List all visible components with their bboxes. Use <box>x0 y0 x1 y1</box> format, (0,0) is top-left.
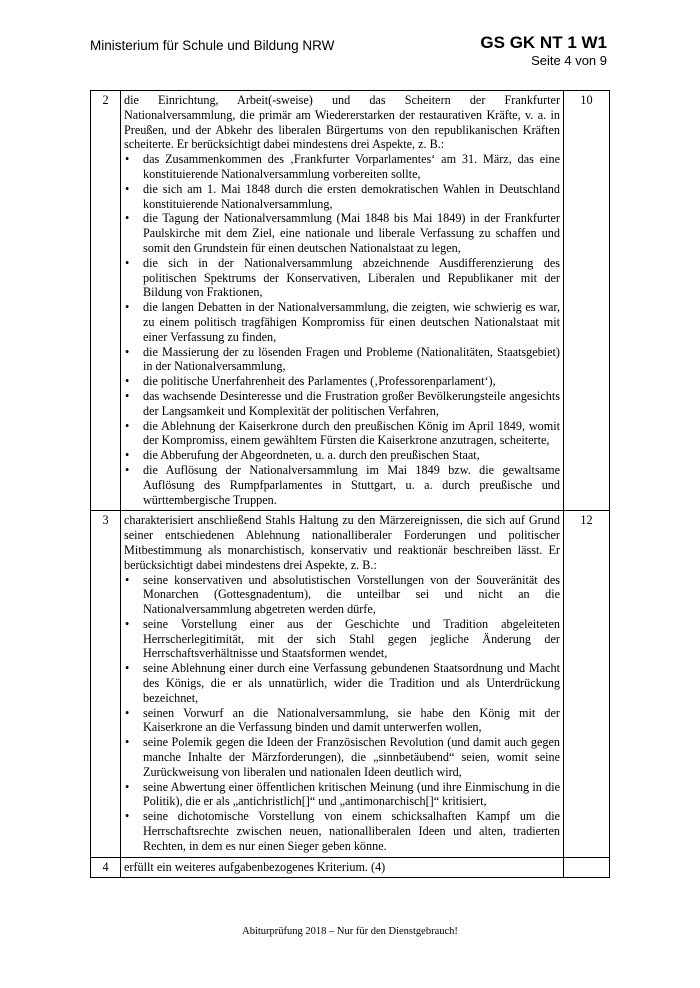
max-points: 12 <box>564 511 610 857</box>
criterion-description <box>121 857 564 878</box>
table-row <box>91 511 610 857</box>
page-number: Seite 4 von 9 <box>531 53 607 68</box>
aspect-item: • die politische Unerfahrenheit des Parlamentes (‚Professorenparlament‘), <box>124 374 560 389</box>
aspect-item: • das wachsende Desinteresse und die Frustration großer Bevölkerungsteile angesichts der Langsamkeit und Komplexität der politischen Verfahren, <box>124 389 560 419</box>
ministry-name: Ministerium für Schule und Bildung NRW <box>90 38 335 53</box>
aspect-item: • die Tagung der Nationalversammlung (Mai 1848 bis Mai 1849) in der Frankfurter Paulskirche mit dem Ziel, eine nationale und liberale Verfassung zu schaffen und somit den Grundstein für einen deutschen Nationalstaat zu legen, <box>124 211 560 255</box>
aspect-item: • die Auflösung der Nationalversammlung im Mai 1849 bzw. die gewaltsame Auflösung des Rumpfparlamentes in Stuttgart, u. a. durch preußische und württembergische Truppen. <box>124 463 560 507</box>
aspect-item: • seine Polemik gegen die Ideen der Französischen Revolution (und damit auch gegen manche Inhalte der Märzforderungen), die „sinnbetäubend“ seien, womit seine Zurückweisung von liberalen und nationalen Ideen deutlich wird, <box>124 735 560 779</box>
table-row <box>91 857 610 878</box>
document-header <box>480 33 607 68</box>
max-points: 10 <box>564 91 610 511</box>
criterion-number: 3 <box>91 511 121 857</box>
criterion-intro: die Einrichtung, Arbeit(-sweise) und das Scheitern der Frankfurter Nationalversammlung, die primär am Wiedererstarken der restaurativen Kräfte, v. a. in Preußen, und der Abkehr des liberalen Bürgertums von den republikanischen Kräften scheiterte. Er berücksichtigt dabei mindestens drei Aspekte, z. B.: <box>124 93 560 152</box>
aspect-item: • die sich am 1. Mai 1848 durch die ersten demokratischen Wahlen in Deutschland konstituierende Nationalversammlung, <box>124 182 560 212</box>
aspect-item: • die langen Debatten in der Nationalversammlung, die zeigten, wie schwierig es war, zu einem politisch tragfähigen Kompromiss für einen deutschen Nationalstaat mit einer Verfassung zu finden, <box>124 300 560 344</box>
criterion-description <box>121 511 564 857</box>
criterion-number: 4 <box>91 857 121 878</box>
aspect-list <box>124 152 560 507</box>
aspect-item: • die Abberufung der Abgeordneten, u. a. durch den preußischen Staat, <box>124 448 560 463</box>
aspect-item: • seine dichotomische Vorstellung von einem schicksalhaften Kampf um die Herrschaftsrechte zwischen neuen, nationalliberalen Ideen und alten, tradierten Rechten, in dem es nur einen Sieger geben könne. <box>124 809 560 853</box>
aspect-item: • die Massierung der zu lösenden Fragen und Probleme (Nationalitäten, Staatsgebiet) in der Nationalversammlung, <box>124 345 560 375</box>
criterion-description <box>121 91 564 511</box>
criterion-number: 2 <box>91 91 121 511</box>
aspect-item: • seine Vorstellung einer aus der Geschichte und Tradition abgeleiteten Herrscherlegitimität, mit der sich Stahl gegen jegliche Änderung der Herrschaftsverhältnisse und Staatsformen wendet, <box>124 617 560 661</box>
aspect-item: • die sich in der Nationalversammlung abzeichnende Ausdifferenzierung des politischen Spektrums der Konservativen, Liberalen und Republikaner mit der Bildung von Fraktionen, <box>124 256 560 300</box>
aspect-item: • seine konservativen und absolutistischen Vorstellungen von der Souveränität des Monarchen (Gottesgnadentum), die unteilbar sei und nicht an die Nationalversammlung abgetreten werden dürfe, <box>124 573 560 617</box>
criterion-intro: erfüllt ein weiteres aufgabenbezogenes Kriterium. (4) <box>124 859 386 874</box>
page-footer: Abiturprüfung 2018 – Nur für den Dienstgebrauch! <box>242 926 458 937</box>
criteria-table <box>90 90 610 878</box>
aspect-item: • seine Abwertung einer öffentlichen kritischen Meinung (und ihre Einmischung in die Politik), die er als „antichristlich[]“ und „antimonarchisch[]“ kritisiert, <box>124 780 560 810</box>
table-row <box>91 91 610 511</box>
aspect-item: • seinen Vorwurf an die Nationalversammlung, sie habe den König mit der Kaiserkrone an die Verfassung binden und damit unterwerfen wollen, <box>124 706 560 736</box>
aspect-item: • die Ablehnung der Kaiserkrone durch den preußischen König im April 1849, womit der Kompromiss, einem gewähltem Fürsten die Kaiserkrone anzutragen, scheiterte, <box>124 419 560 449</box>
criterion-intro: charakterisiert anschließend Stahls Haltung zu den Märzereignissen, die sich auf Grund seiner entschiedenen Ablehnung nationalliberaler Forderungen und politischer Mitbestimmung als monarchistisch, konservativ und reaktionär beschreiben lässt. Er berücksichtigt dabei mindestens drei Aspekte, z. B.: <box>124 513 560 572</box>
max-points <box>564 857 610 878</box>
aspect-list <box>124 573 560 854</box>
aspect-item: • das Zusammenkommen des ‚Frankfurter Vorparlamentes‘ am 31. März, das eine konstituierende Nationalversammlung vorbereiten sollte, <box>124 152 560 182</box>
document-code: GS GK NT 1 W1 <box>480 33 607 52</box>
aspect-item: • seine Ablehnung einer durch eine Verfassung gebundenen Staatsordnung und Macht des Königs, die er als unnatürlich, wider die Tradition und als Unterdrückung bezeichnet, <box>124 661 560 705</box>
